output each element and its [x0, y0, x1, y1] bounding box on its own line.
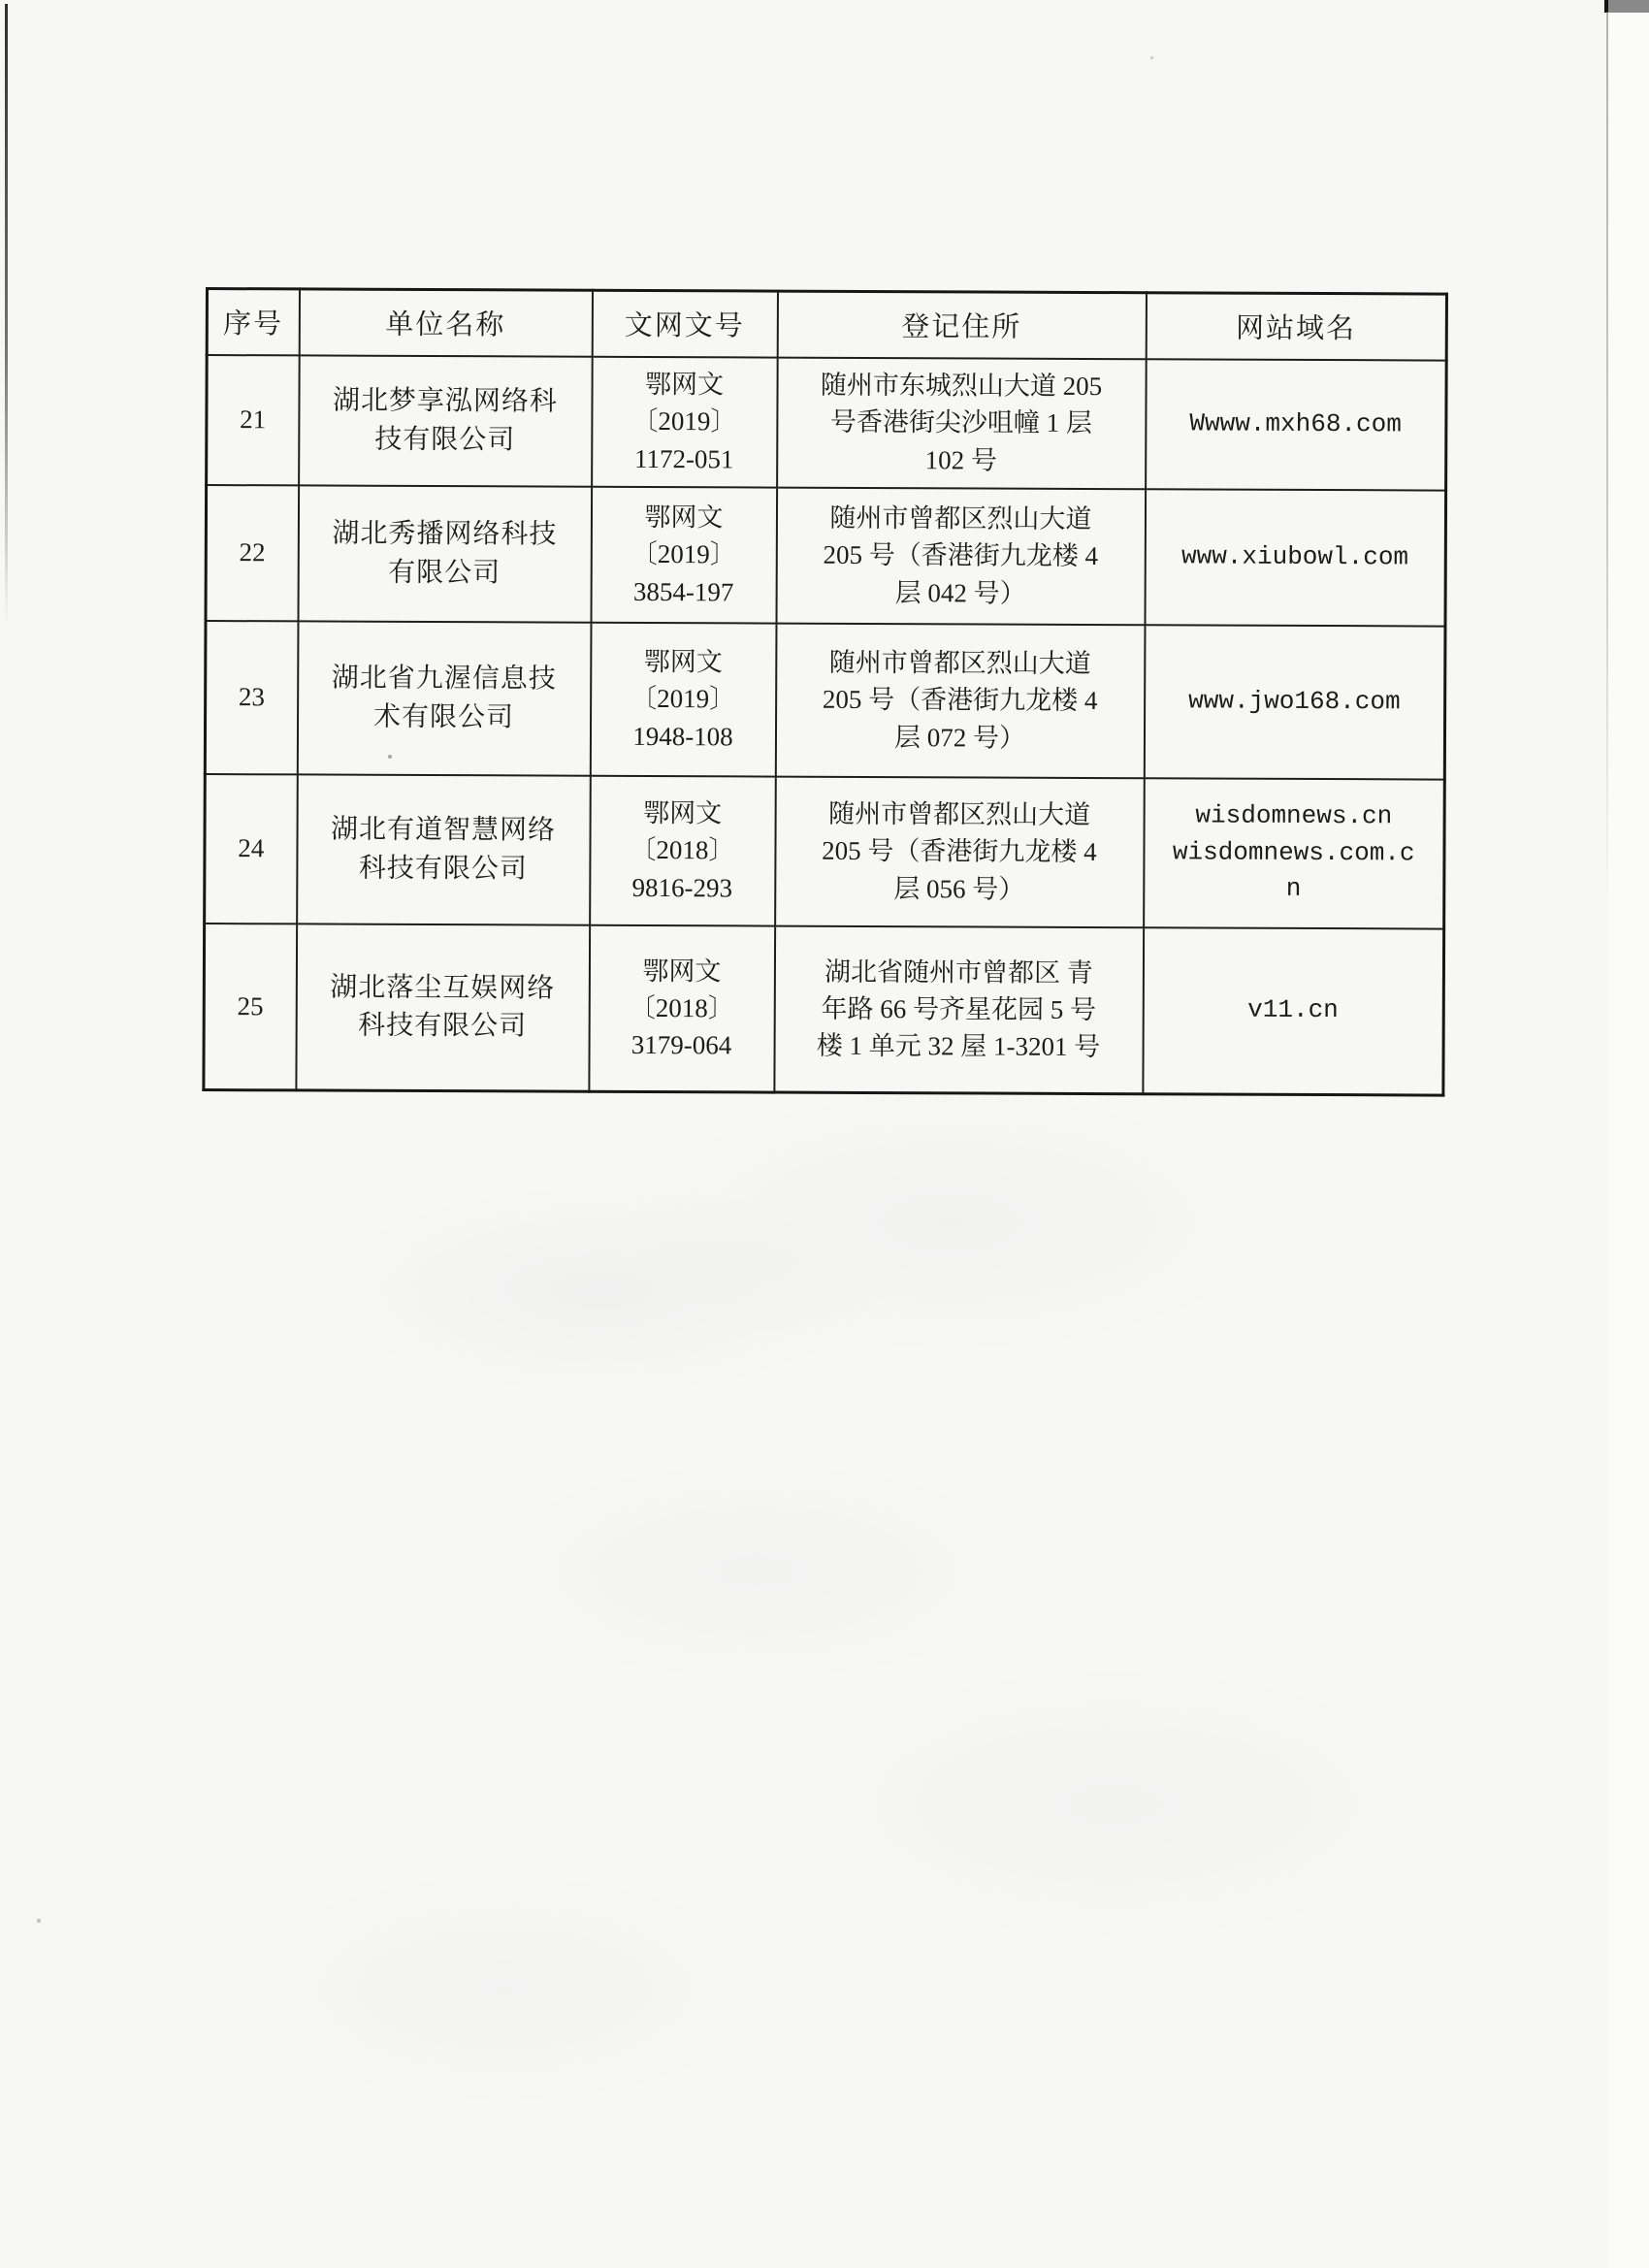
scan-margin-strip — [1608, 0, 1649, 2268]
license-table — [202, 287, 1448, 1097]
cell-address: 随州市东城烈山大道 205 号香港街尖沙咀幢 1 层 102 号 — [777, 357, 1147, 489]
cell-company: 湖北有道智慧网络 科技有限公司 — [297, 774, 591, 924]
scan-edge-artifact-left — [5, 4, 8, 625]
cell-domain: v11.cn — [1143, 927, 1444, 1095]
col-header-doc-no: 文网文号 — [592, 290, 777, 357]
cell-domain: www.xiubowl.com — [1145, 489, 1446, 626]
cell-doc-no: 鄂网文 〔2019〕 1172-051 — [592, 356, 778, 487]
cell-address: 随州市曾都区烈山大道 205 号（香港街九龙楼 4 层 072 号） — [775, 623, 1145, 778]
col-header-company: 单位名称 — [299, 289, 592, 356]
scan-speck — [37, 1919, 41, 1923]
scan-speck — [1150, 56, 1153, 59]
cell-serial: 23 — [205, 621, 298, 774]
cell-address: 随州市曾都区烈山大道 205 号（香港街九龙楼 4 层 056 号） — [775, 776, 1145, 927]
cell-company: 湖北梦享泓网络科 技有限公司 — [299, 355, 593, 486]
cell-doc-no: 鄂网文 〔2018〕 3179-064 — [589, 924, 775, 1092]
col-header-address: 登记住所 — [777, 291, 1146, 359]
cell-company: 湖北落尘互娱网络 科技有限公司 — [296, 923, 590, 1091]
license-table-wrap — [202, 287, 1445, 1097]
table-row — [204, 923, 1444, 1096]
cell-company: 湖北秀播网络科技 有限公司 — [298, 485, 592, 622]
cell-domain: www.jwo168.com — [1144, 625, 1445, 779]
table-row — [205, 774, 1445, 929]
cell-doc-no: 鄂网文 〔2019〕 3854-197 — [591, 486, 777, 623]
cell-domain: Wwww.mxh68.com — [1146, 359, 1447, 490]
table-row — [207, 355, 1447, 491]
cell-domain: wisdomnews.cn wisdomnews.com.c n — [1144, 778, 1445, 928]
cell-serial: 21 — [207, 355, 300, 485]
cell-serial: 25 — [204, 923, 297, 1090]
cell-address: 湖北省随州市曾都区 青 年路 66 号齐星花园 5 号 楼 1 单元 32 屋 1-3201 号 — [774, 925, 1144, 1094]
table-row — [206, 485, 1446, 627]
cell-doc-no: 鄂网文 〔2018〕 9816-293 — [590, 775, 776, 925]
col-header-serial: 序号 — [207, 289, 299, 355]
table-header-row — [207, 289, 1446, 361]
cell-doc-no: 鄂网文 〔2019〕 1948-108 — [590, 622, 776, 776]
cell-company: 湖北省九渥信息技 术有限公司 — [297, 621, 591, 775]
cell-serial: 22 — [206, 485, 299, 621]
col-header-domain: 网站域名 — [1146, 293, 1446, 360]
cell-address: 随州市曾都区烈山大道 205 号（香港街九龙楼 4 层 042 号） — [776, 487, 1146, 625]
cell-serial: 24 — [205, 774, 298, 923]
table-row — [205, 621, 1445, 780]
